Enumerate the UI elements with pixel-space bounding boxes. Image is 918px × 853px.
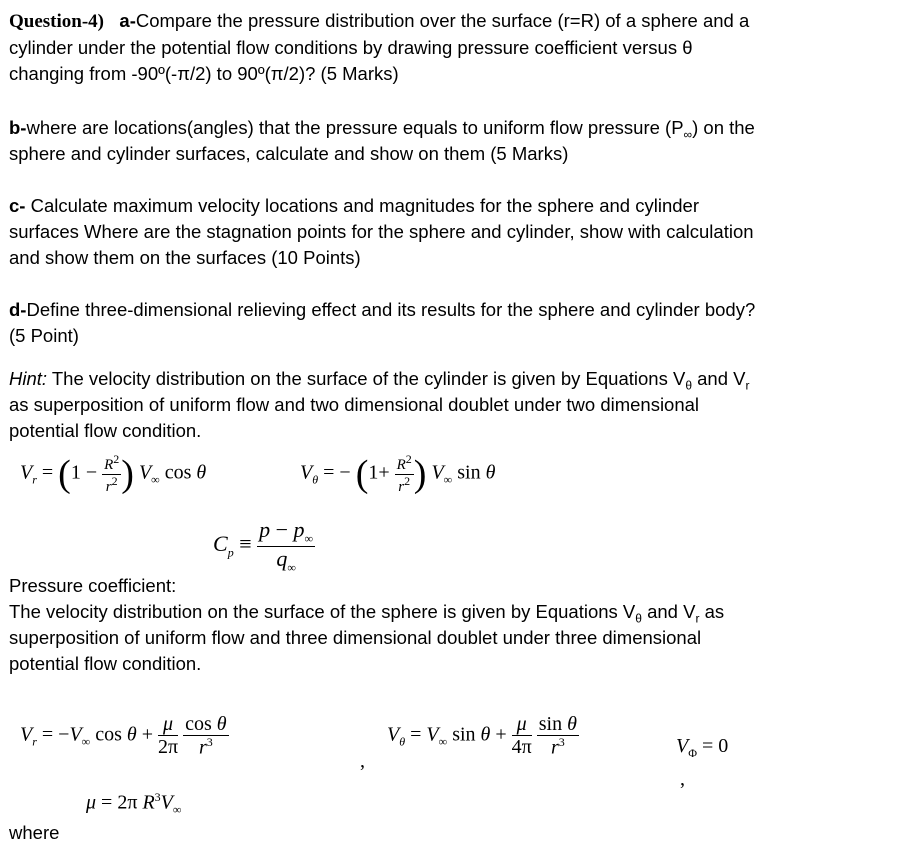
part-d-label: d- xyxy=(9,299,27,320)
sphere-line-2: superposition of uniform flow and three dimensional doublet under three dimensional xyxy=(9,627,702,648)
cylinder-vr-equation: $V_r = (1$ − $\frac{R^2}{r^2}$ ) $V_\infty$ cos θ xyxy=(20,452,207,495)
part-a-line-2: cylinder under the potential flow conditions by drawing pressure coefficient versus θ xyxy=(9,37,693,58)
part-d-line-1: d-Define three-dimensional relieving effect and its results for the sphere and cylinder body? xyxy=(9,299,756,320)
question-number: Question-4) xyxy=(9,11,104,32)
pressure-coefficient-label: Pressure coefficient: xyxy=(9,575,177,596)
hint-line-2: as superposition of uniform flow and two dimensional doublet under two dimensional xyxy=(9,394,700,415)
part-c-line-2: surfaces Where are the stagnation points for the sphere and cylinder, show with calculation xyxy=(9,221,754,242)
comma-1: , xyxy=(360,750,365,772)
part-c-line-1: c- Calculate maximum velocity locations and magnitudes for the sphere and cylinder xyxy=(9,195,699,216)
cylinder-vtheta-equation: $V_\theta$ = − (1+ $\frac{R^2}{r^2}$ ) $V_\infty$ sin θ xyxy=(300,452,496,495)
part-a-line-3: changing from -90º(-π/2) to 90º(π/2)? (5 Marks) xyxy=(9,63,399,84)
sphere-vphi-equation: $V_\Phi = 0$ xyxy=(676,735,729,760)
part-d-line-2: (5 Point) xyxy=(9,325,79,346)
part-b-line-2: sphere and cylinder surfaces, calculate and show on them (5 Marks) xyxy=(9,143,569,164)
mu-definition: μ = 2π $R^3V_\infty$ xyxy=(86,790,182,817)
hint-line-1: Hint: The velocity distribution on the surface of the cylinder is given by Equations $V_\theta$ and $V_r$ xyxy=(9,368,750,393)
sphere-vr-equation: $V_r = -V_\infty$ cos θ + $\frac{\mu}{2\pi}$ $\frac{\text{cos θ}}{r^3}$ xyxy=(20,713,227,759)
hint-label: Hint: xyxy=(9,368,48,389)
sphere-vtheta-equation: $V_\theta = V_\infty$ sin θ + $\frac{\mu}{4\pi}$ $\frac{\text{sin θ}}{r^3}$ xyxy=(387,713,577,759)
pressure-coefficient-equation: $C_p$ ≡ $\frac{p - p_\infty}{q_\infty}$ xyxy=(213,517,314,574)
part-c-label: c- xyxy=(9,195,26,216)
comma-2: , xyxy=(680,768,685,790)
part-c-line-3: and show them on the surfaces (10 Points) xyxy=(9,247,361,268)
sphere-line-1: The velocity distribution on the surface of the sphere is given by Equations $V_\theta$ and $V_r$ as xyxy=(9,601,725,626)
where-label: where xyxy=(9,822,60,843)
part-a-label: a- xyxy=(119,10,136,31)
sphere-line-3: potential flow condition. xyxy=(9,653,202,674)
hint-line-3: potential flow condition. xyxy=(9,420,202,441)
part-b-label: b- xyxy=(9,117,27,138)
part-a-line-1: Question-4) a-Compare the pressure distribution over the surface (r=R) of a sphere and a xyxy=(9,10,750,32)
part-b-line-1: b-where are locations(angles) that the pressure equals to uniform flow pressure $(P_\infty)$ on the xyxy=(9,117,755,142)
